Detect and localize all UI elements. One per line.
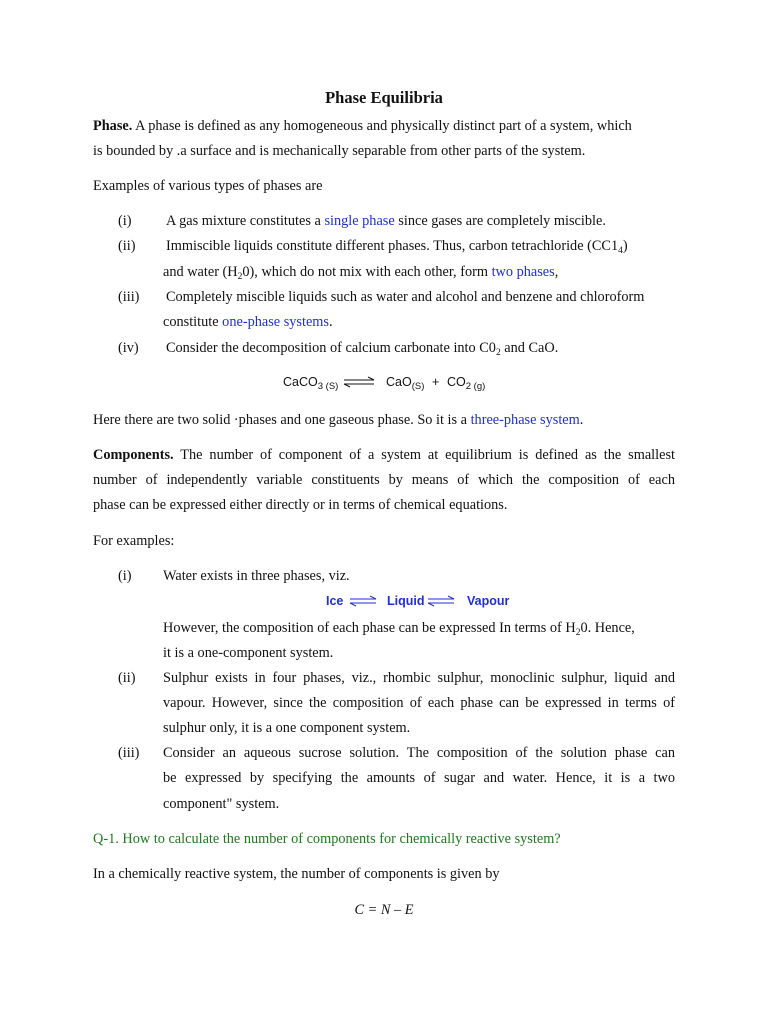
components-formula: C = N – E (354, 902, 414, 918)
single-phase-link[interactable]: single phase (324, 213, 395, 229)
list-item: Water exists in three phases, viz. (163, 568, 350, 584)
reactive-intro: In a chemically reactive system, the number of components is given by (93, 866, 500, 882)
text: , (554, 264, 559, 280)
text: 0), which do not mix with each other, form (242, 264, 492, 280)
text: and water (H (163, 264, 238, 280)
subscript: 2 (g) (465, 381, 486, 392)
text: A gas mixture constitutes a (166, 213, 325, 229)
two-phases-link[interactable]: two phases (491, 264, 555, 280)
subscript: 2 (575, 628, 581, 638)
list-item-continued (163, 620, 635, 637)
text: since gases are completely miscible. (394, 213, 606, 229)
list-item (166, 238, 628, 255)
components-term: Components. (93, 447, 174, 463)
list-item: Consider an aqueous sucrose solution. The composition of the solution phase can (163, 745, 675, 761)
vapour-label: Vapour (467, 594, 510, 608)
list-number: (iv) (118, 340, 139, 356)
subscript: 2 (237, 272, 243, 282)
list-number: (i) (118, 213, 132, 229)
phase-definition-line1 (93, 118, 632, 135)
list-item: Sulphur exists in four phases, viz., rhombic sulphur, monoclinic sulphur, liquid and (163, 670, 675, 686)
page-title: Phase Equilibria (325, 88, 443, 107)
phase-term: Phase. (93, 118, 133, 134)
list-item: Completely miscible liquids such as water and alcohol and benzene and chloroform (166, 289, 645, 305)
list-item-continued (163, 314, 333, 331)
phase-definition-text: A phase is defined as any homogeneous and physically distinct part of a system, which (132, 118, 632, 134)
subscript: 4 (618, 246, 623, 256)
equilibrium-arrow-icon (349, 596, 379, 606)
one-phase-systems-link[interactable]: one-phase systems (222, 314, 329, 330)
list-item-continued (163, 264, 558, 281)
text: . (328, 314, 333, 330)
text: However, the composition of each phase can be expressed In terms of H (163, 620, 576, 636)
text: . (579, 412, 584, 428)
equilibrium-arrow-icon (343, 377, 377, 387)
list-item-continued: sulphur only, it is a one component system. (163, 720, 411, 736)
plus-sign: + (432, 375, 440, 389)
three-phase-sentence (93, 412, 583, 429)
subscript: 2 (495, 348, 501, 358)
text: ) (622, 238, 628, 254)
reactant-caco3 (283, 375, 339, 392)
text: Immiscible liquids constitute different phases. Thus, carbon tetrachloride (CC1 (166, 238, 619, 254)
list-item-continued: it is a one-component system. (163, 645, 334, 661)
list-item (166, 213, 606, 230)
list-item-continued: vapour. However, since the composition of each phase can be expressed in terms of (163, 695, 675, 711)
text: and CaO. (500, 340, 559, 356)
liquid-label: Liquid (387, 594, 425, 608)
text: constitute (163, 314, 223, 330)
text: CaCO (283, 375, 318, 389)
list-number: (iii) (118, 289, 140, 305)
for-examples: For examples: (93, 533, 175, 549)
list-number: (i) (118, 568, 132, 584)
phase-definition-line2: is bounded by .a surface and is mechanically separable from other parts of the system. (93, 143, 586, 159)
list-item-continued: be expressed by specifying the amounts of sugar and water. Hence, it is a two (163, 770, 675, 786)
list-number: (ii) (118, 670, 136, 686)
components-line2: number of independently variable constituents by means of which the composition of each (93, 472, 675, 488)
text: Consider the decomposition of calcium carbonate into C0 (166, 340, 496, 356)
list-item-continued: component" system. (163, 796, 280, 812)
ice-label: Ice (326, 594, 344, 608)
text: 0. Hence, (580, 620, 635, 636)
text: CaO (386, 375, 412, 389)
product-co2 (447, 375, 486, 392)
components-line1 (93, 447, 675, 464)
equilibrium-arrow-icon (427, 596, 457, 606)
product-cao (386, 375, 425, 392)
subscript: (S) (411, 381, 425, 392)
question-heading: Q-1. How to calculate the number of components for chemically reactive system? (93, 831, 561, 847)
list-item (166, 340, 558, 357)
text: CO (447, 375, 466, 389)
examples-intro: Examples of various types of phases are (93, 178, 323, 194)
three-phase-system-link[interactable]: three-phase system (470, 412, 580, 428)
list-number: (iii) (118, 745, 140, 761)
components-line3: phase can be expressed either directly or in terms of chemical equations. (93, 497, 508, 513)
list-number: (ii) (118, 238, 136, 254)
text: Here there are two solid ·phases and one gaseous phase. So it is a (93, 412, 471, 428)
subscript: 3 (S) (317, 381, 339, 392)
text: The number of component of a system at equilibrium is defined as the smallest (173, 447, 675, 463)
